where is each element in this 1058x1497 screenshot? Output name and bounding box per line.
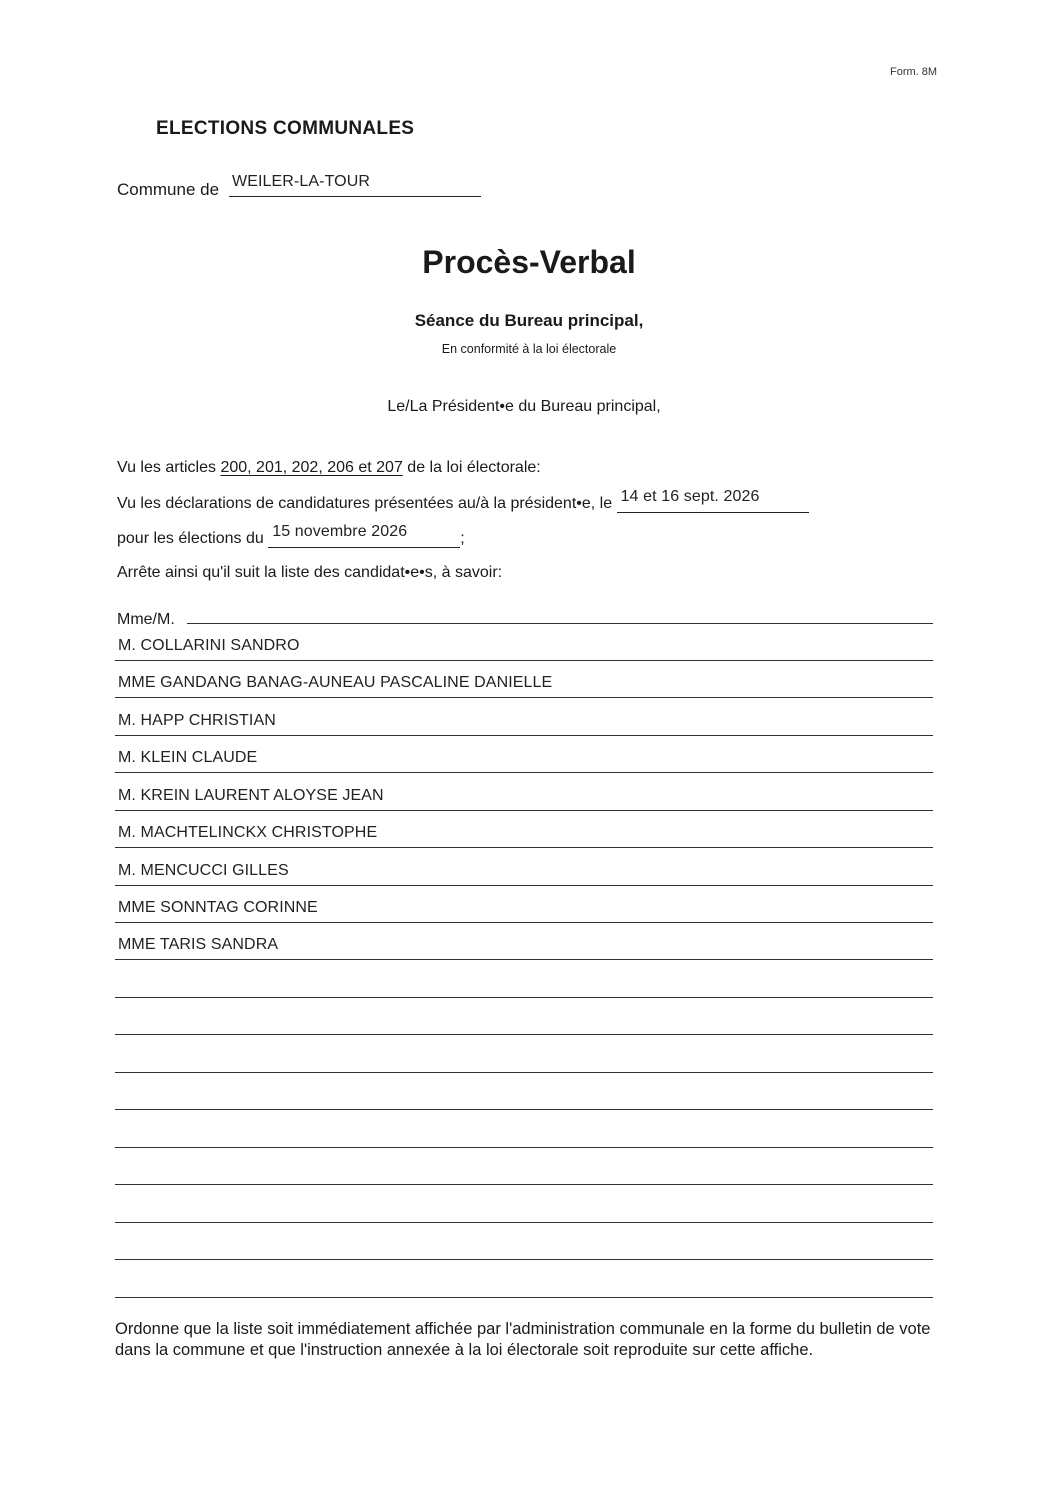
declarations-line [117,488,809,513]
ruled-line [115,1222,933,1223]
closing-paragraph: Ordonne que la liste soit immédiatement affichée par l'administration communale en la forme du bulletin de vote dans la commune et que l'instruction annexée à la loi électorale soit reproduite sur cette affiche. [115,1320,931,1359]
form-number: Form. 8M [890,66,938,78]
mme-rule [187,623,933,624]
ruled-line [115,847,933,848]
commune-field-line [229,196,481,197]
ruled-line [115,735,933,736]
page-title: Procès-Verbal [422,244,636,280]
articles-prefix: Vu les articles [117,459,216,476]
ruled-line [115,922,933,923]
candidate-name: M. COLLARINI SANDRO [118,637,300,654]
ruled-line [115,959,933,960]
ruled-line [115,885,933,886]
section-title: ELECTIONS COMMUNALES [156,118,415,139]
declarations-date-field [617,488,809,513]
declarations-date: 14 et 16 sept. 2026 [620,488,760,505]
ruled-line [115,660,933,661]
elections-date-field [268,523,460,548]
candidate-name: MME GANDANG BANAG-AUNEAU PASCALINE DANIELLE [118,674,553,691]
candidate-name: M. MACHTELINCKX CHRISTOPHE [118,824,378,841]
ruled-line [115,1034,933,1035]
articles-line [117,459,541,477]
declarations-text: Vu les déclarations de candidatures présentées au/à la président•e, le [117,495,613,512]
candidate-name: M. KREIN LAURENT ALOYSE JEAN [118,787,384,804]
page-subtitle: Séance du Bureau principal, [414,311,644,330]
mme-label: Mme/M. [117,611,175,628]
candidate-name: M. HAPP CHRISTIAN [118,712,276,729]
ruled-line [115,772,933,773]
ruled-line [115,997,933,998]
commune-value: WEILER-LA-TOUR [232,173,371,190]
president-line: Le/La Président•e du Bureau principal, [387,398,661,415]
candidate-name: M. MENCUCCI GILLES [118,862,289,879]
candidate-name: MME SONNTAG CORINNE [118,899,318,916]
ruled-line [115,1109,933,1110]
arrete-line: Arrête ainsi qu'il suit la liste des candidat•e•s, à savoir: [117,564,503,581]
candidate-name: M. KLEIN CLAUDE [118,749,258,766]
elections-line [117,523,465,548]
ruled-line [115,810,933,811]
legal-note: En conformité à la loi électorale [441,342,617,356]
ruled-line [115,1259,933,1260]
articles-suffix: de la loi électorale: [407,459,541,476]
candidate-name: MME TARIS SANDRA [118,936,279,953]
commune-label: Commune de [117,180,220,199]
elections-end: ; [460,530,465,547]
ruled-line [115,697,933,698]
ruled-line [115,1184,933,1185]
ruled-line [115,1297,933,1298]
elections-text: pour les élections du [117,530,264,547]
elections-date: 15 novembre 2026 [272,523,408,540]
articles-numbers: 200, 201, 202, 206 et 207 [220,459,403,476]
ruled-line [115,1147,933,1148]
ruled-line [115,1072,933,1073]
